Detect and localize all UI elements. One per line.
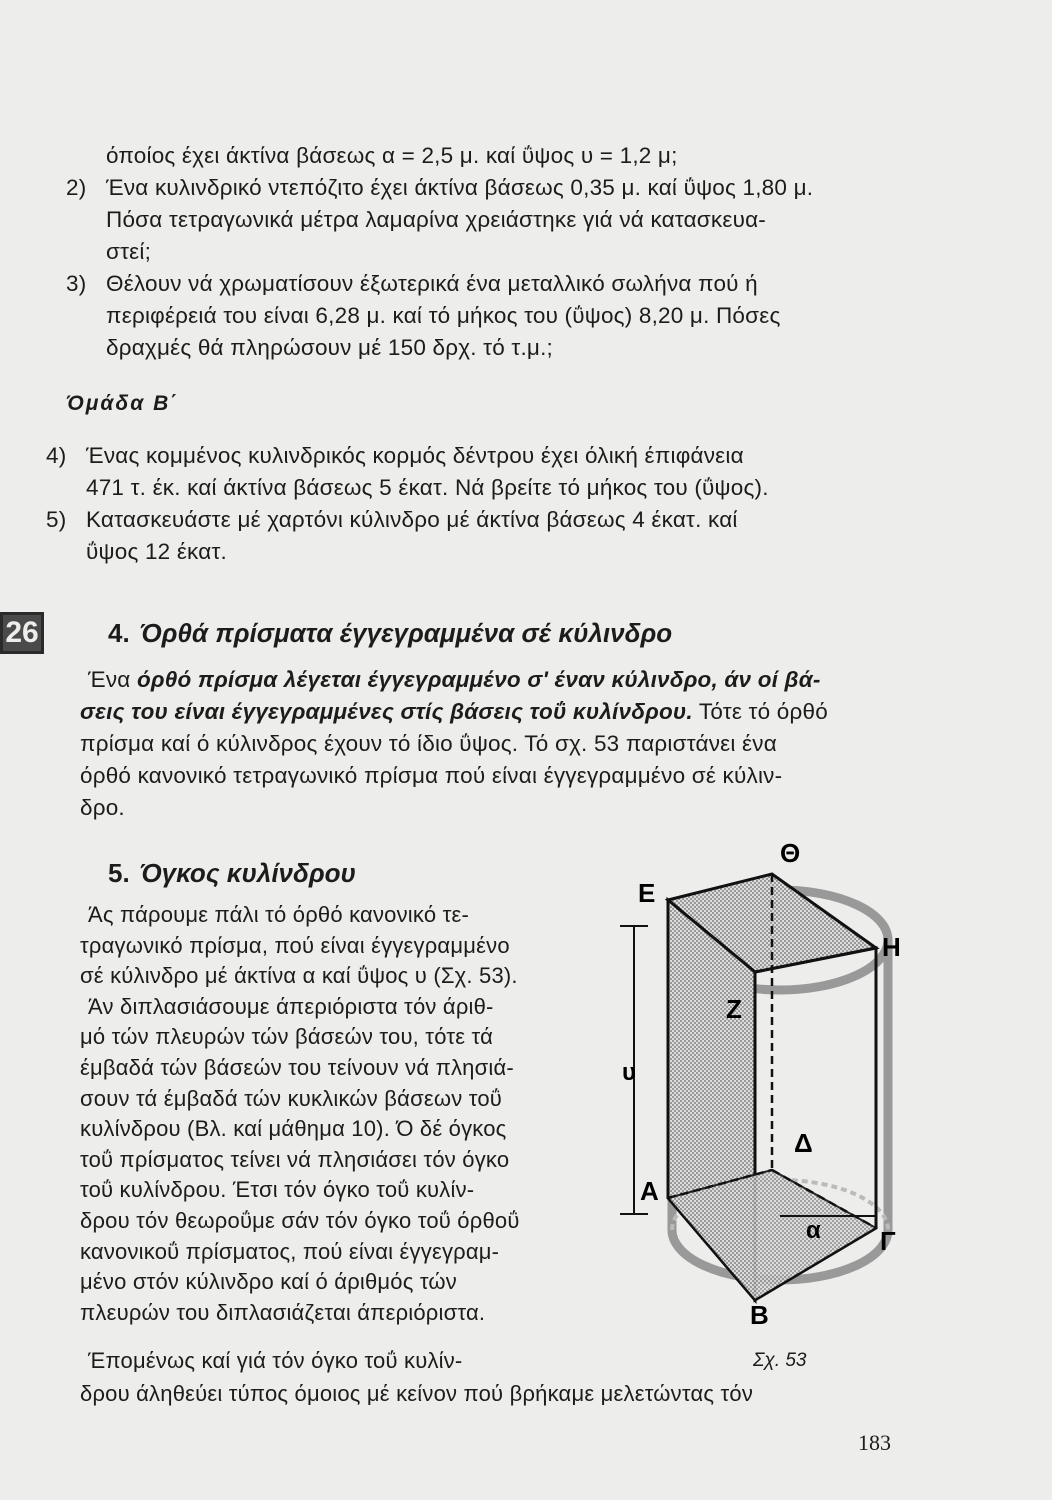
section-5-line: τραγωνικό πρίσμα, πού είναι έγγεγραμμένο (80, 932, 510, 958)
vertex-label-e: E (638, 878, 656, 908)
section-4-text: Ένα (88, 667, 137, 692)
section-4-title (108, 618, 672, 649)
section-5-line: δρου άληθεύει τύπος όμοιος μέ κείνον πού βρήκαμε μελετώντας τόν (80, 1381, 754, 1406)
vertex-label-delta: Δ (794, 1128, 813, 1158)
section-4-body (80, 664, 828, 824)
section-5-line: πλευρών του διπλασιάζεται άπεριόριστα. (80, 1299, 486, 1325)
section-4-line: πρίσμα καί ό κύλινδρος έχουν τό ίδιο ΰψος. Τό σχ. 53 παριστάνει ένα (80, 731, 777, 756)
exercises-group-a (66, 140, 813, 364)
section-5-line: κυλίνδρου (Βλ. καί μάθημα 10). Ό δέ όγκος (80, 1116, 507, 1142)
exercise-5-line: ΰψος 12 έκατ. (86, 539, 227, 564)
exercise-4-line: 471 τ. έκ. καί άκτίνα βάσεως 5 έκατ. Νά βρείτε τό μήκος του (ΰψος). (86, 475, 769, 500)
exercise-2-number: 2) (66, 175, 87, 200)
vertex-label-a: A (640, 1176, 659, 1206)
exercise-3-number: 3) (66, 271, 87, 296)
lesson-number-badge: 26 (0, 612, 44, 654)
section-5-line: Έπομένως καί γιά τόν όγκο τοΰ κυλίν- (88, 1348, 463, 1373)
vertex-label-z: Z (726, 994, 742, 1024)
exercise-3-line: δραχμές θά πληρώσουν μέ 150 δρχ. τό τ.μ.; (106, 335, 553, 360)
exercise-5 (46, 504, 769, 536)
section-5-heading: Όγκος κυλίνδρου (139, 858, 356, 888)
section-5-line: Άν διπλασιάσουμε άπεριόριστα τόν άριθ- (88, 993, 494, 1019)
section-4-text: Τότε τό όρθό (692, 699, 828, 724)
vertex-label-theta: Θ (780, 838, 801, 868)
exercise-4-number: 4) (46, 443, 67, 468)
section-5-line: σέ κύλινδρο μέ άκτίνα α καί ΰψος υ (Σχ. 53). (80, 963, 518, 989)
definition-text: σεις του είναι έγγεγραμμένες στίς βάσεις τοΰ κυλίνδρου. (80, 699, 693, 724)
exercise-3-line: περιφέρειά του είναι 6,28 μ. καί τό μήκος του (ΰψος) 8,20 μ. Πόσες (106, 303, 781, 328)
exercise-2-line: Ένα κυλινδρικό ντεπόζιτο έχει άκτίνα βάσεως 0,35 μ. καί ΰψος 1,80 μ. (106, 175, 814, 200)
group-b-title: Όμάδα Β΄ (66, 392, 180, 415)
height-label-u: υ (622, 1059, 636, 1086)
section-5-closing (80, 1344, 754, 1410)
section-4-line: δρο. (80, 795, 125, 820)
exercise-5-line: Κατασκευάστε μέ χαρτόνι κύλινδρο μέ άκτίνα βάσεως 4 έκατ. καί (86, 507, 738, 532)
exercise-4-line: Ένας κομμένος κυλινδρικός κορμός δέντρου έχει όλική έπιφάνεια (86, 443, 744, 468)
vertex-label-gamma: Γ (880, 1226, 896, 1256)
exercise-3 (66, 268, 813, 300)
section-5-title (108, 858, 356, 889)
exercise-5-number: 5) (46, 507, 67, 532)
section-5-body (80, 900, 520, 1328)
section-5-line: τοΰ κυλίνδρου. Έτσι τόν όγκο τοΰ κυλίν- (80, 1177, 475, 1203)
vertex-label-b: B (750, 1300, 769, 1330)
exercise-2-line: στεί; (106, 239, 152, 264)
section-5-line: μό τών πλευρών τών βάσεών του, τότε τά (80, 1024, 494, 1050)
page-number: 183 (858, 1430, 891, 1455)
section-5-line: σουν τά έμβαδά τών κυκλικών βάσεων τοΰ (80, 1085, 503, 1111)
exercise-1-tail: όποίος έχει άκτίνα βάσεως α = 2,5 μ. καί ΰψος υ = 1,2 μ; (106, 143, 678, 168)
exercise-4 (46, 440, 769, 472)
exercises-group-b (46, 440, 769, 568)
exercise-2-line: Πόσα τετραγωνικά μέτρα λαμαρίνα χρειάστηκε γιά νά κατασκευα- (106, 207, 766, 232)
section-4-line (80, 664, 828, 696)
section-4-number: 4. (108, 618, 130, 648)
radius-label-a: α (806, 1217, 821, 1244)
definition-text: όρθό πρίσμα λέγεται έγγεγραμμένο σ' έναν κύλινδρο, άν οί βά- (136, 667, 821, 692)
section-4-line: όρθό κανονικό τετραγωνικό πρίσμα πού είναι έγγεγραμμένο σέ κύλιν- (80, 763, 783, 788)
exercise-2 (66, 172, 813, 204)
section-5-line: τοΰ πρίσματος τείνει νά πλησιάσει τόν όγκο (80, 1146, 510, 1172)
vertex-label-h: H (882, 932, 901, 962)
figure-caption: Σχ. 53 (753, 1350, 807, 1371)
section-5-line: Άς πάρουμε πάλι τό όρθό κανονικό τε- (88, 902, 469, 927)
section-5-line: μένο στόν κύλινδρο καί ό άριθμός τών (80, 1269, 458, 1295)
section-4-line (80, 696, 828, 728)
section-5-number: 5. (108, 858, 130, 888)
section-5-line: κανονικοΰ πρίσματος, πού είναι έγγεγραμ- (80, 1238, 500, 1264)
section-5-line: δρου τόν θεωροΰμε σάν τόν όγκο τοΰ όρθοΰ (80, 1207, 520, 1233)
prism (668, 874, 876, 1300)
exercise-3-line: Θέλουν νά χρωματίσουν έξωτερικά ένα μεταλλικό σωλήνα πού ή (106, 271, 758, 296)
section-4-heading: Όρθά πρίσματα έγγεγραμμένα σέ κύλινδρο (139, 618, 673, 648)
prism-in-cylinder-figure (610, 830, 910, 1330)
section-5-line: έμβαδά τών βάσεών του τείνουν νά πλησιά- (80, 1054, 514, 1080)
